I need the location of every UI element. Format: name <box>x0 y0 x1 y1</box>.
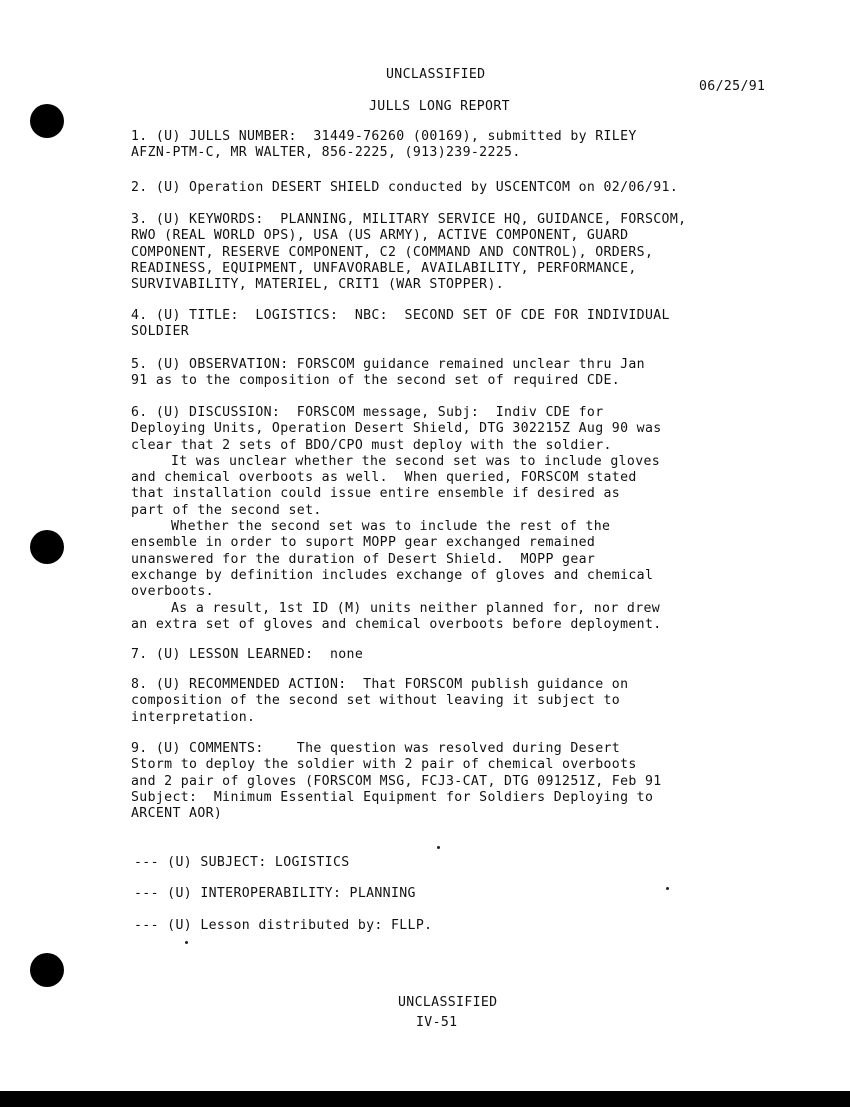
text-line: overboots. <box>131 584 214 600</box>
text-line: 2. (U) Operation DESERT SHIELD conducted by USCENTCOM on 02/06/91. <box>131 180 679 195</box>
text-line: 7. (U) LESSON LEARNED: none <box>131 647 364 662</box>
text-line: part of the second set. <box>131 502 322 518</box>
text-line: exchange by definition includes exchange of gloves and chemical <box>131 567 654 583</box>
page-number: IV-51 <box>416 1015 458 1030</box>
text-line: 1. (U) JULLS NUMBER: 31449-76260 (00169), submitted by RILEY <box>131 129 637 144</box>
section-recommended-action <box>131 677 821 726</box>
text-line: SOLDIER <box>131 324 190 340</box>
section-discussion <box>131 405 821 633</box>
section-observation <box>131 357 821 390</box>
footer-item-distribution: --- (U) Lesson distributed by: FLLP. <box>134 918 433 933</box>
text-line: Whether the second set was to include the rest of the <box>171 519 611 535</box>
footer-item-interoperability: --- (U) INTEROPERABILITY: PLANNING <box>134 886 416 901</box>
text-line: As a result, 1st ID (M) units neither planned for, nor drew <box>171 600 661 616</box>
text-line: Subject: Minimum Essential Equipment for Soldiers Deploying to <box>131 789 654 805</box>
text-line: ARCENT AOR) <box>131 806 223 822</box>
text-line: an extra set of gloves and chemical overboots before deployment. <box>131 616 662 632</box>
text-line: 3. (U) KEYWORDS: PLANNING, MILITARY SERVICE HQ, GUIDANCE, FORSCOM, <box>131 212 687 227</box>
scan-speck <box>666 887 669 890</box>
text-line: and chemical overboots as well. When queried, FORSCOM stated <box>131 470 637 486</box>
text-line: 91 as to the composition of the second set of required CDE. <box>131 373 621 389</box>
text-line: COMPONENT, RESERVE COMPONENT, C2 (COMMAND AND CONTROL), ORDERS, <box>131 244 654 260</box>
text-line: Deploying Units, Operation Desert Shield, DTG 302215Z Aug 90 was <box>131 421 662 437</box>
text-line: It was unclear whether the second set was to include gloves <box>171 453 661 469</box>
text-line: ensemble in order to suport MOPP gear exchanged remained <box>131 535 596 551</box>
text-line: READINESS, EQUIPMENT, UNFAVORABLE, AVAILABILITY, PERFORMANCE, <box>131 260 637 276</box>
text-line: that installation could issue entire ensemble if desired as <box>131 486 621 502</box>
text-line: interpretation. <box>131 709 256 725</box>
text-line: clear that 2 sets of BDO/CPO must deploy with the soldier. <box>131 437 612 453</box>
section-julls-number <box>131 129 821 162</box>
header-classification: UNCLASSIFIED <box>386 67 486 82</box>
text-line: 5. (U) OBSERVATION: FORSCOM guidance remained unclear thru Jan <box>131 357 645 372</box>
report-date: 06/25/91 <box>699 79 766 94</box>
section-keywords <box>131 212 821 293</box>
text-line: 4. (U) TITLE: LOGISTICS: NBC: SECOND SET OF CDE FOR INDIVIDUAL <box>131 308 670 323</box>
text-line: 8. (U) RECOMMENDED ACTION: That FORSCOM publish guidance on <box>131 677 629 692</box>
text-line: Storm to deploy the soldier with 2 pair of chemical overboots <box>131 757 637 773</box>
footer-item-subject: --- (U) SUBJECT: LOGISTICS <box>134 855 350 870</box>
section-operation <box>131 180 821 196</box>
text-line: and 2 pair of gloves (FORSCOM MSG, FCJ3-CAT, DTG 091251Z, Feb 91 <box>131 773 662 789</box>
punch-hole <box>30 530 64 564</box>
punch-hole <box>30 953 64 987</box>
punch-hole <box>30 104 64 138</box>
text-line: unanswered for the duration of Desert Shield. MOPP gear <box>131 551 596 567</box>
text-line: 6. (U) DISCUSSION: FORSCOM message, Subj: Indiv CDE for <box>131 405 604 420</box>
section-lesson-learned <box>131 647 821 663</box>
text-line: SURVIVABILITY, MATERIEL, CRIT1 (WAR STOPPER). <box>131 277 505 293</box>
section-comments <box>131 741 821 822</box>
text-line: AFZN-PTM-C, MR WALTER, 856-2225, (913)239-2225. <box>131 145 521 161</box>
text-line: RWO (REAL WORLD OPS), USA (US ARMY), ACTIVE COMPONENT, GUARD <box>131 228 629 244</box>
scan-speck <box>437 846 440 849</box>
report-title: JULLS LONG REPORT <box>369 99 510 114</box>
text-line: composition of the second set without leaving it subject to <box>131 693 621 709</box>
section-title <box>131 308 821 341</box>
scan-speck <box>185 941 188 944</box>
scan-edge-bar <box>0 1091 850 1107</box>
text-line: 9. (U) COMMENTS: The question was resolved during Desert <box>131 741 621 756</box>
footer-classification: UNCLASSIFIED <box>398 995 498 1010</box>
